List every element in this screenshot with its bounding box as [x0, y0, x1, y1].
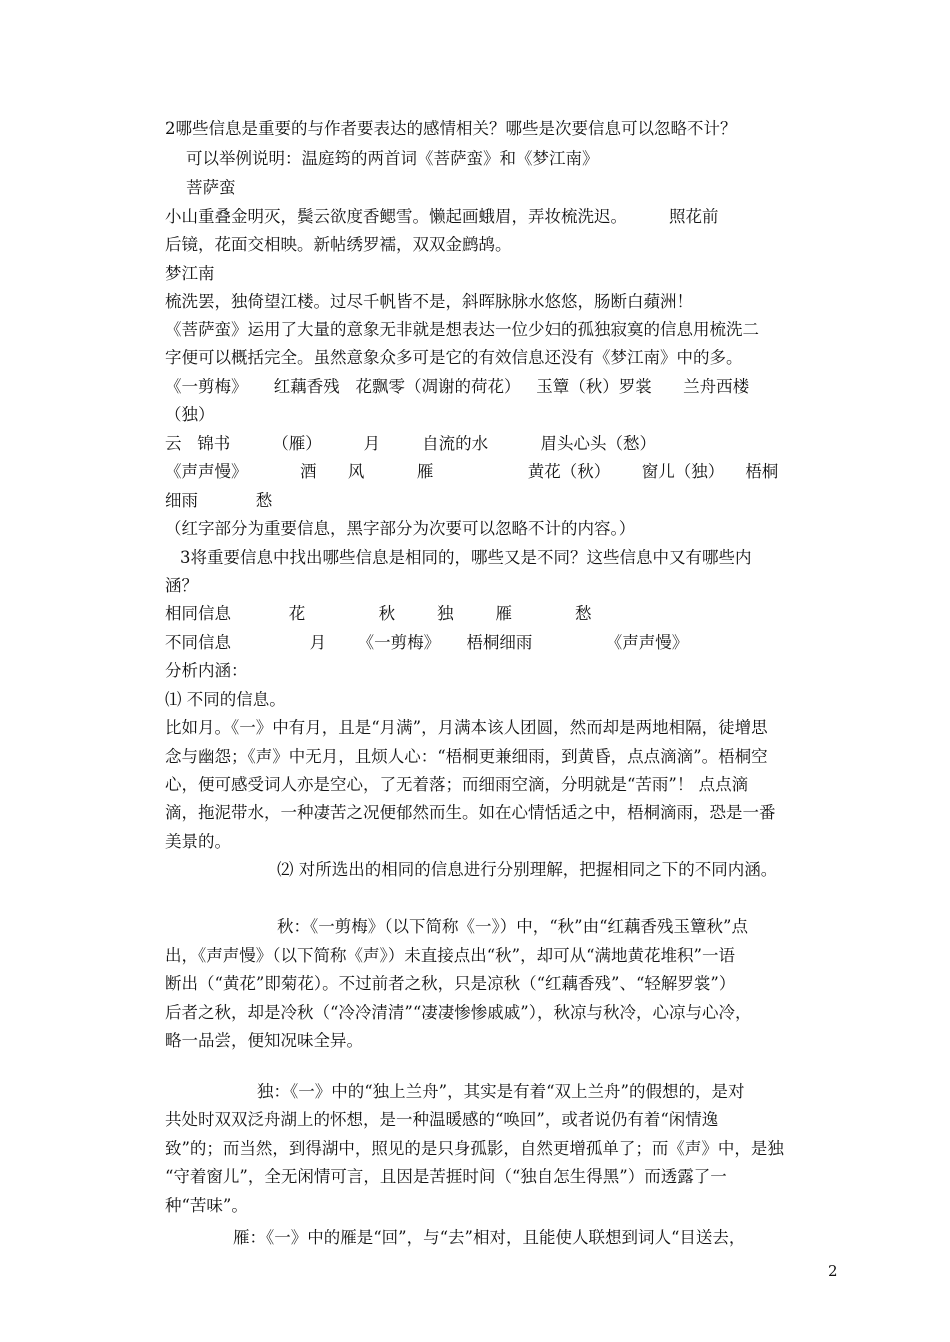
text-line: 念与幽怨；《声》中无月，且烦人心：“梧桐更兼细雨，到黄昏，点点滴滴”。梧桐空 — [165, 747, 768, 766]
text-line: 梳洗罢，独倚望江楼。过尽千帆皆不是，斜晖脉脉水悠悠，肠断白蘋洲！ — [165, 292, 693, 311]
text-line: 《声声慢》 酒 风 雁 黄花（秋） 窗儿（独） 梧桐 — [165, 462, 779, 481]
text-line: 致”的；而当然，到得湖中，照见的是只身孤影，自然更增孤单了；而《声》中，是独 — [165, 1139, 784, 1158]
text-line: 细雨 愁 — [165, 491, 273, 510]
text-line: 3将重要信息中找出哪些信息是相同的，哪些又是不同？这些信息中又有哪些内 — [180, 548, 752, 567]
text-line: 雁：《一》中的雁是“回”，与“去”相对，且能使人联想到词人“目送去， — [233, 1228, 746, 1247]
text-line: 分析内涵： — [165, 661, 248, 680]
text-line: 出，《声声慢》（以下简称《声》）未直接点出“秋”，却可从“满地黄花堆积”一语 — [165, 946, 735, 965]
text-line: 《菩萨蛮》运用了大量的意象无非就是想表达一位少妇的孤独寂寞的信息用梳洗二 — [165, 320, 759, 339]
text-line: 2哪些信息是重要的与作者要表达的感情相关？哪些是次要信息可以忽略不计？ — [165, 119, 737, 138]
text-line: （红字部分为重要信息，黑字部分为次要可以忽略不计的内容。） — [165, 519, 636, 538]
text-line: 秋：《一剪梅》（以下简称《一》）中，“秋”由“红藕香残玉簟秋”点 — [277, 917, 748, 936]
text-line: 小山重叠金明灭，鬓云欲度香鳃雪。懒起画蛾眉，弄妆梳洗迟。 照花前 — [165, 207, 719, 226]
text-line: 略一品尝，便知况味全异。 — [165, 1031, 363, 1050]
text-line: 后镜，花面交相映。新帖绣罗襦，双双金鹧鸪。 — [165, 235, 512, 254]
text-line: 菩萨蛮 — [186, 178, 236, 197]
text-line: 梦江南 — [165, 264, 215, 283]
text-line: 独：《一》中的“独上兰舟”，其实是有着“双上兰舟”的假想的，是对 — [257, 1082, 745, 1101]
text-line: 涵？ — [165, 576, 198, 595]
text-line: ⑵ 对所选出的相同的信息进行分别理解，把握相同之下的不同内涵。 — [277, 860, 778, 879]
text-line: 美景的。 — [165, 832, 231, 851]
text-line: 共处时双双泛舟湖上的怀想，是一种温暖感的“唤回”，或者说仍有着“闲情逸 — [165, 1110, 719, 1129]
text-line: 滴，拖泥带水，一种凄苦之况便郁然而生。如在心情恬适之中，梧桐滴雨，恐是一番 — [165, 803, 776, 822]
text-line: 云 锦书 （雁） 月 自流的水 眉头心头（愁） — [165, 434, 657, 453]
text-line: 相同信息 花 秋 独 雁 愁 — [165, 604, 592, 623]
text-line: （独） — [165, 405, 215, 424]
text-line: ⑴ 不同的信息。 — [165, 690, 286, 709]
text-line: 后者之秋，却是冷秋（“冷冷清清”“凄凄惨惨戚戚”），秋凉与秋冷，心凉与心冷， — [165, 1003, 752, 1022]
text-line: 字便可以概括完全。虽然意象众多可是它的有效信息还没有《梦江南》中的多。 — [165, 348, 743, 367]
text-line: 断出（“黄花”即菊花）。不过前者之秋，只是凉秋（“红藕香残”、“轻解罗裳”） — [165, 974, 736, 993]
text-line: 可以举例说明：温庭筠的两首词《菩萨蛮》和《梦江南》 — [186, 149, 599, 168]
text-line: 比如月。《一》中有月，且是“月满”，月满本该人团圆，然而却是两地相隔，徒增思 — [165, 718, 768, 737]
text-line: 种“苦味”。 — [165, 1196, 248, 1215]
text-line: “守着窗儿”，全无闲情可言，且因是苦捱时间（“独自怎生得黑”）而透露了一 — [165, 1167, 727, 1186]
text-line: 不同信息 月 《一剪梅》 梧桐细雨 《声声慢》 — [165, 633, 689, 652]
text-line: 心，便可感受词人亦是空心，了无着落；而细雨空滴，分明就是“苦雨”！ 点点滴 — [165, 775, 749, 794]
text-line: 《一剪梅》 红藕香残 花飘零（凋谢的荷花） 玉簟（秋）罗裳 兰舟西楼 — [165, 377, 750, 396]
page-number: 2 — [828, 1262, 838, 1280]
